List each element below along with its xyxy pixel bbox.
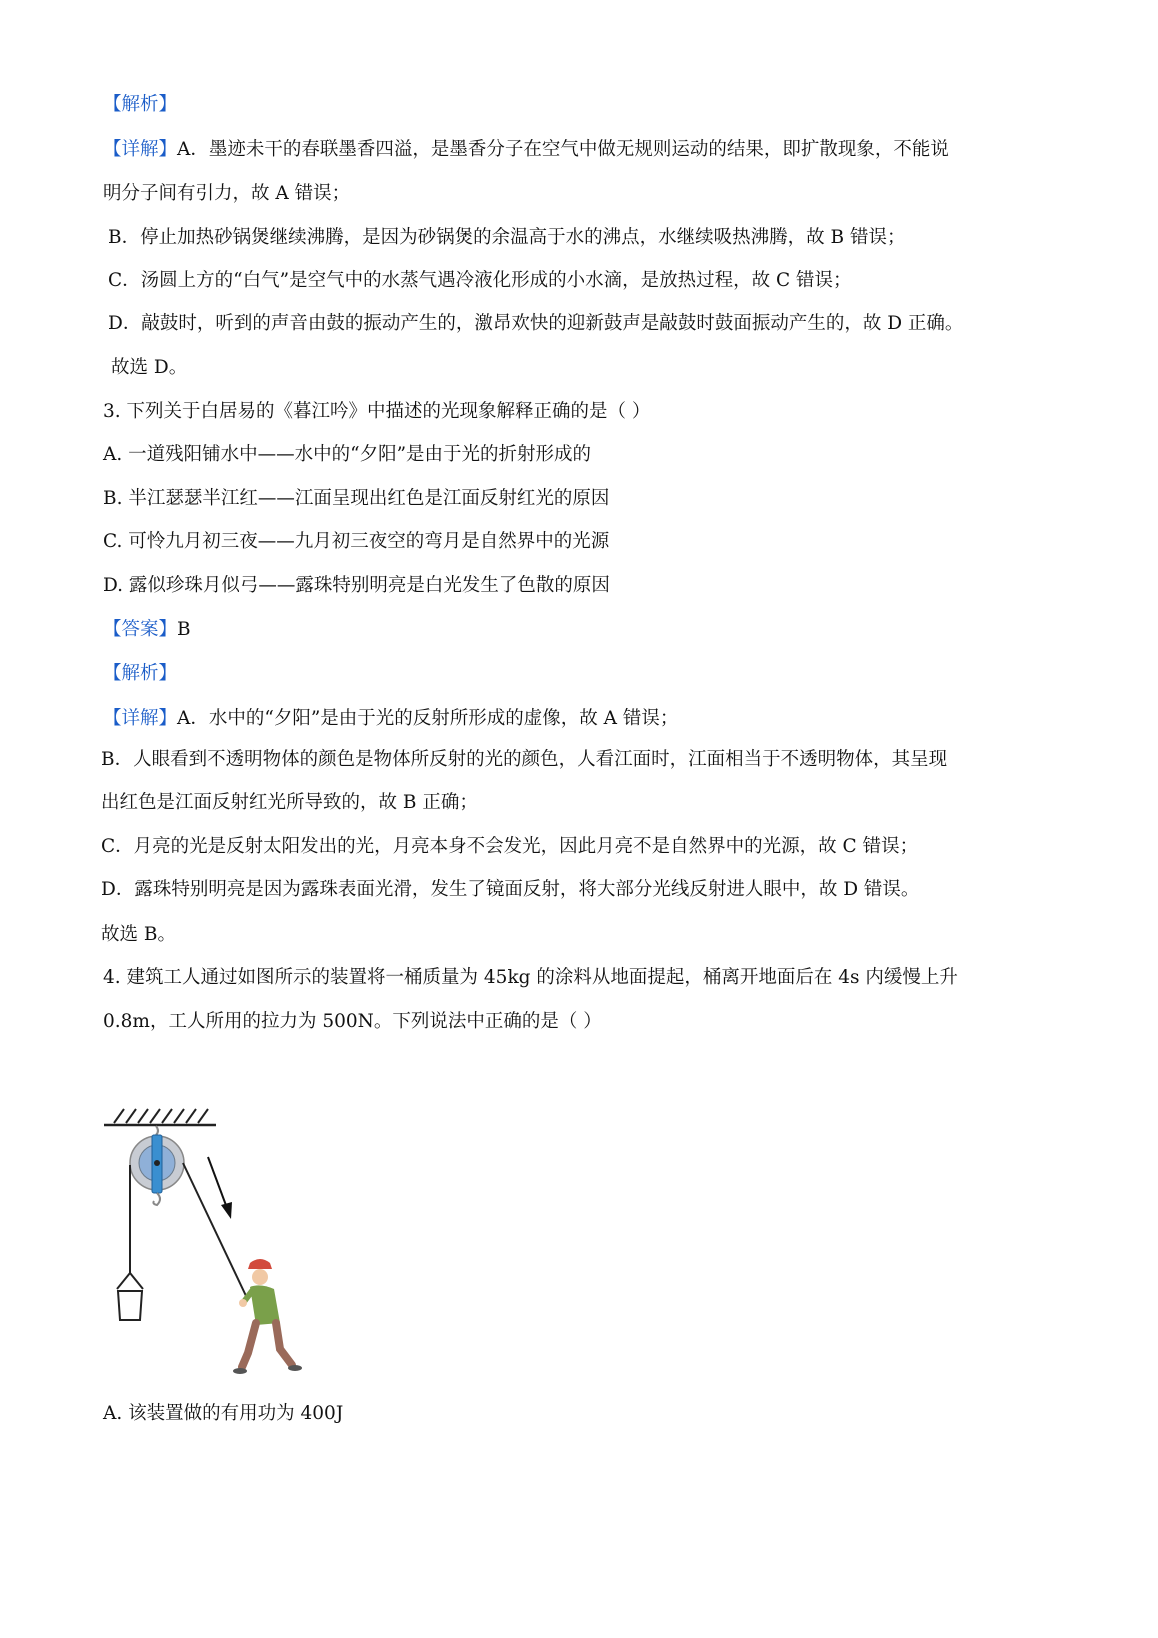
option-c-analysis: C．汤圆上方的“白气”是空气中的水蒸气遇冷液化形成的小水滴，是放热过程，故 C 错误； [108, 270, 852, 291]
detail-paragraph-2: 【详解】A．水中的“夕阳”是由于光的反射所形成的虚像，故 A 错误； [103, 708, 679, 729]
option-d-analysis: D．敲鼓时，听到的声音由鼓的振动产生的，激昂欢快的迎新鼓声是敲鼓时鼓面振动产生的，故 D 正确。 [108, 313, 964, 334]
analysis-heading-1: 【解析】 [103, 94, 178, 115]
detail-b-line-1: B．人眼看到不透明物体的颜色是物体所反射的光的颜色，人看江面时，江面相当于不透明物体，其呈现 [101, 749, 948, 770]
bucket-icon [117, 1273, 143, 1320]
analysis-heading-2: 【解析】 [103, 663, 178, 684]
pulley-icon [130, 1126, 184, 1205]
detail-c-line: C．月亮的光是反射太阳发出的光，月亮本身不会发光，因此月亮不是自然界中的光源，故 C 错误； [101, 836, 919, 857]
detail-b-line-2: 出红色是江面反射红光所导致的，故 B 正确； [101, 792, 478, 813]
pull-arrow-icon [208, 1157, 232, 1219]
answer-heading: 【答案】B [103, 619, 191, 640]
question-4-option-a: A. 该装置做的有用功为 400J [103, 1403, 344, 1424]
question-3-option-c: C. 可怜九月初三夜——九月初三夜空的弯月是自然界中的光源 [103, 531, 610, 552]
question-4-cont: 0.8m，工人所用的拉力为 500N。下列说法中正确的是（ ） [103, 1011, 602, 1032]
question-3-option-b: B. 半江瑟瑟半江红——江面呈现出红色是江面反射红光的原因 [103, 488, 610, 509]
detail-paragraph-1-cont: 明分子间有引力，故 A 错误； [103, 183, 351, 204]
detail-d-line: D．露珠特别明亮是因为露珠表面光滑，发生了镜面反射，将大部分光线反射进人眼中，故 D 错误。 [101, 879, 920, 900]
question-3: 3. 下列关于白居易的《暮江吟》中描述的光现象解释正确的是（ ） [103, 401, 651, 422]
question-3-option-a: A. 一道残阳铺水中——水中的“夕阳”是由于光的折射形成的 [103, 444, 592, 465]
detail-paragraph-1: 【详解】A．墨迹未干的春联墨香四溢，是墨香分子在空气中做无规则运动的结果，即扩散现象，不能说 [103, 139, 949, 160]
ceiling-hatch-icon [104, 1109, 216, 1125]
option-b-analysis: B．停止加热砂锅煲继续沸腾，是因为砂锅煲的余温高于水的沸点，水继续吸热沸腾，故 B 错误； [108, 227, 906, 248]
answer-choice-1: 故选 D。 [111, 357, 188, 378]
question-4: 4. 建筑工人通过如图所示的装置将一桶质量为 45kg 的涂料从地面提起，桶离开地面后在 4s 内缓慢上升 [103, 967, 958, 988]
pulley-figure [100, 1105, 330, 1385]
question-3-option-d: D. 露似珍珠月似弓——露珠特别明亮是白光发生了色散的原因 [103, 575, 610, 596]
right-rope [183, 1163, 247, 1298]
answer-choice-2: 故选 B。 [101, 924, 176, 945]
worker-icon [233, 1259, 302, 1374]
